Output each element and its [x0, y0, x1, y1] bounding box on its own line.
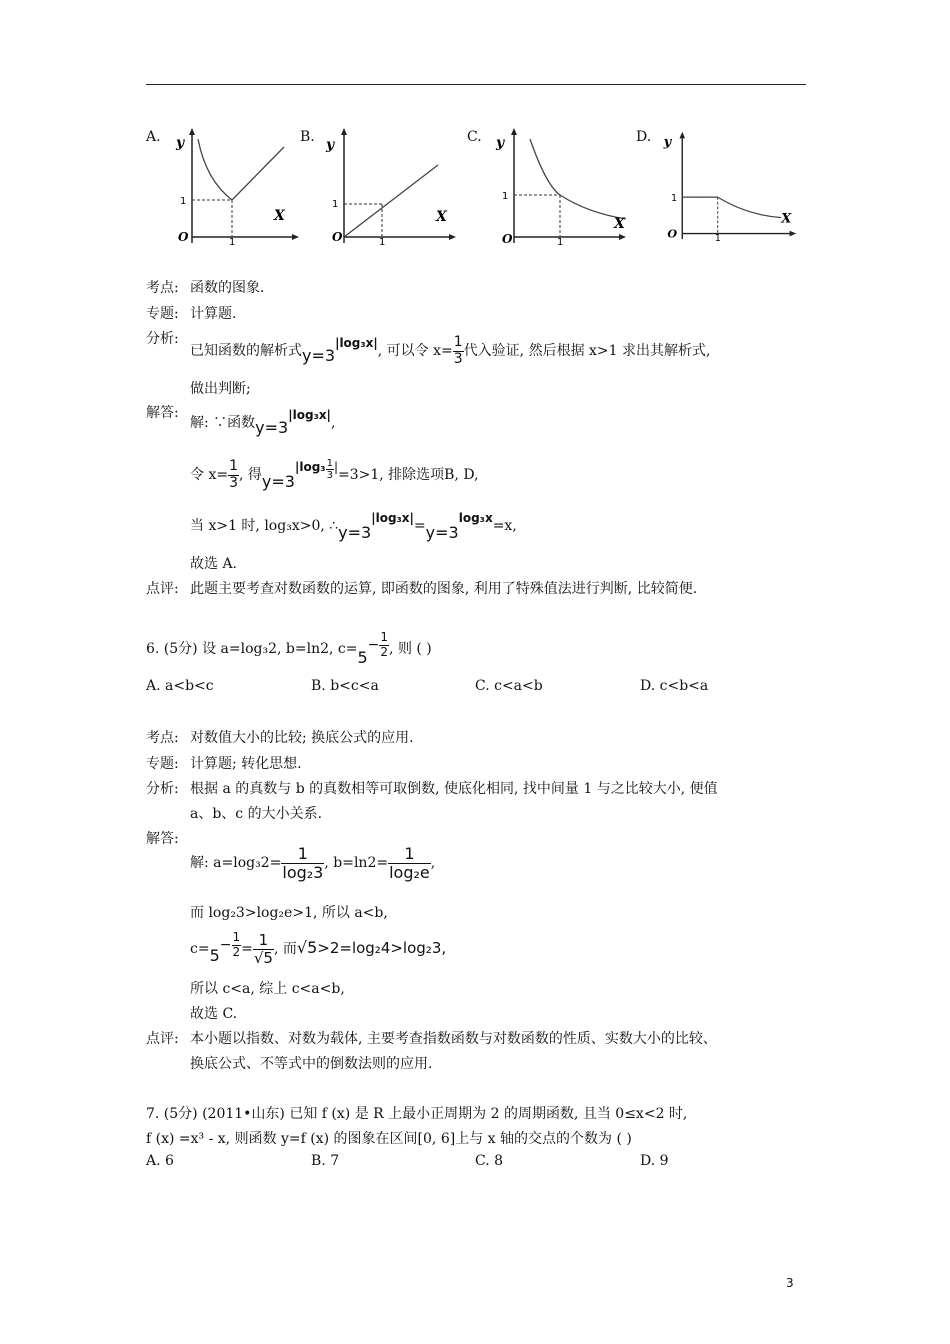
graph-d-x: X — [781, 211, 792, 227]
q6-line1b: , b=ln2= — [324, 855, 389, 871]
q6-line3-exp — [232, 931, 242, 958]
page-number: 3 — [786, 1276, 794, 1290]
q5-line4: 故选 A. — [190, 556, 238, 572]
q6-stem — [146, 628, 432, 668]
graph-a-y: y — [176, 135, 185, 151]
q5-fenxi-y: y=3 — [302, 346, 336, 365]
graph-a — [166, 125, 306, 245]
q5-line2a: 令 x= — [190, 467, 229, 483]
q6-line5: 故选 C. — [190, 1006, 238, 1022]
graph-c-label: C. — [467, 129, 482, 145]
q5-line3a: 当 x>1 时, log₃x>0, ∴ — [190, 518, 339, 534]
q6-zhuanti-label: 专题: — [146, 756, 179, 772]
q5-line2-fs-den: 3 — [326, 469, 333, 481]
q6-stem-exp-den: 2 — [380, 644, 389, 659]
q6-frac1-den: log₂3 — [282, 862, 324, 882]
q6-dianping-label: 点评: — [146, 1031, 179, 1047]
q6-frac2-num: 1 — [388, 845, 431, 864]
q5-fenxi-frac-num: 1 — [453, 334, 463, 351]
q6-stem-exp — [379, 631, 389, 658]
q6-line3-frac-den: √5 — [253, 948, 273, 967]
graph-b-one-x: 1 — [379, 237, 386, 245]
q6-line3-minus: − — [219, 937, 232, 953]
q5-kaodian: 函数的图象. — [190, 280, 265, 296]
q6-option-d[interactable]: D. c<b<a — [640, 678, 709, 694]
graph-a-x: X — [274, 208, 285, 224]
q5-line2-frac-den: 3 — [229, 474, 238, 491]
graph-d-one-x: 1 — [714, 233, 721, 244]
q6-fenxi-2: a、b、c 的大小关系. — [190, 806, 323, 822]
graph-c-x: X — [614, 216, 625, 232]
q5-line3-eq: = — [413, 518, 426, 534]
q6-stem-b: , 则 ( ) — [389, 641, 432, 657]
q6-line3d: >2=log₂4>log₂3, — [317, 939, 447, 957]
q7-option-c[interactable]: C. 8 — [475, 1153, 504, 1169]
q5-line1: 解: ∵函数y=3|log₃x|, — [190, 408, 336, 437]
q6-kaodian: 对数值大小的比较; 换底公式的应用. — [190, 730, 414, 746]
graph-b-y: y — [326, 137, 335, 153]
q6-fenxi-label: 分析: — [146, 781, 179, 797]
q5-fenxi-label: 分析: — [146, 331, 179, 347]
q5-line2-frac-small — [326, 458, 334, 481]
q5-jieda-label: 解答: — [146, 405, 179, 421]
graph-d-y: y — [663, 134, 672, 150]
q6-line2: 而 log₂3>log₂e>1, 所以 a<b, — [190, 905, 388, 921]
q5-line3 — [190, 505, 517, 545]
q5-kaodian-label: 考点: — [146, 280, 179, 296]
q6-frac2-den: log₂e — [389, 862, 430, 882]
q6-line3-sqrt5: √5 — [296, 938, 318, 957]
q5-line1-abs: |log₃x| — [288, 408, 331, 422]
graph-b-label: B. — [300, 129, 315, 145]
q6-line3-exp-den: 2 — [232, 944, 241, 959]
q6-stem-base: 5 — [357, 648, 368, 667]
graph-a-one-x: 1 — [229, 237, 236, 245]
q5-line2-abs: |log₃ — [294, 460, 326, 474]
q5-line2-y: y=3 — [261, 472, 295, 491]
q6-dianping-2: 换底公式、不等式中的倒数法则的应用. — [190, 1056, 433, 1072]
q5-dianping: 此题主要考查对数函数的运算, 即函数的图象, 利用了特殊值法进行判断, 比较简便. — [190, 581, 698, 597]
q7-option-d[interactable]: D. 9 — [640, 1153, 669, 1169]
q5-line1a: 解: ∵函数 — [190, 415, 256, 431]
q6-line1c: , — [430, 855, 436, 871]
q5-line1-y: y=3 — [255, 418, 289, 437]
q7-option-a[interactable]: A. 6 — [146, 1153, 174, 1169]
q5-zhuanti: 计算题. — [190, 306, 237, 322]
q5-line3-y2: y=3 — [425, 523, 459, 542]
graph-a-origin: O — [178, 230, 189, 244]
graph-a-one-y: 1 — [180, 196, 187, 207]
graph-c-y: y — [496, 135, 505, 151]
graph-c — [488, 125, 628, 245]
q5-fenxi-abs: |log₃x| — [335, 336, 378, 350]
q6-fenxi-1: 根据 a 的真数与 b 的真数相等可取倒数, 使底化相同, 找中间量 1 与之比较大小, 便值 — [190, 781, 718, 797]
q5-zhuanti-label: 专题: — [146, 306, 179, 322]
graph-d — [658, 125, 798, 245]
q5-line2-fs-num: 1 — [326, 457, 333, 469]
q6-frac2 — [388, 845, 431, 881]
q5-fenxi-line1 — [190, 330, 710, 370]
q6-line4: 所以 c<a, 综上 c<a<b, — [190, 981, 345, 997]
q5-fenxi-1a: 已知函数的解析式 — [190, 343, 302, 359]
graph-b-one-y: 1 — [332, 199, 339, 210]
q6-option-a[interactable]: A. a<b<c — [146, 678, 214, 694]
q5-fenxi-frac — [453, 335, 464, 367]
q5-dianping-label: 点评: — [146, 581, 179, 597]
graph-b-origin: O — [332, 230, 343, 244]
q6-stem-exp-num: 1 — [380, 630, 389, 645]
q6-line3c: , 而 — [273, 941, 297, 957]
q5-line2b: , 得 — [239, 467, 262, 483]
q5-line2: 令 x= $\frac{1}{3}$ , 得y=3|log₃ $\frac{1}{3}$ |=3>1, 排除选项B, D, — [190, 457, 479, 491]
q6-line3a: c= — [190, 941, 210, 957]
q6-option-c[interactable]: C. c<a<b — [475, 678, 543, 694]
q5-fenxi-1b: , 可以令 x= — [377, 343, 453, 359]
graph-c-origin: O — [502, 232, 513, 245]
q6-option-b[interactable]: B. b<c<a — [311, 678, 379, 694]
q6-stem-a: 6. (5分) 设 a=log₃2, b=ln2, c= — [146, 641, 358, 657]
q7-option-b[interactable]: B. 7 — [311, 1153, 340, 1169]
q6-line3-frac-num: 1 — [253, 932, 274, 950]
q5-line3-abs: |log₃x| — [371, 511, 414, 525]
q5-fenxi-frac-den: 3 — [453, 350, 463, 367]
q5-line3-y1: y=3 — [338, 523, 372, 542]
header-rule — [146, 84, 806, 85]
q5-line3-log: log₃x — [458, 511, 493, 525]
graph-d-one-y: 1 — [671, 192, 678, 204]
q7-stem-1: 7. (5分) (2011•山东) 已知 f (x) 是 R 上最小正周期为 2 的周期函数, 且当 0≤x<2 时, — [146, 1106, 688, 1122]
q5-line2c: =3>1, 排除选项B, D, — [337, 467, 479, 483]
q6-kaodian-label: 考点: — [146, 730, 179, 746]
q6-dianping-1: 本小题以指数、对数为载体, 主要考查指数函数与对数函数的性质、实数大小的比较、 — [190, 1031, 717, 1047]
q6-line1a: 解: a=log₃2= — [190, 855, 282, 871]
graph-a-label: A. — [146, 129, 161, 145]
q5-line2-frac — [228, 459, 239, 491]
q6-line3-exp-num: 1 — [232, 930, 241, 945]
graph-d-label: D. — [636, 129, 652, 145]
q5-line3-tail: =x, — [492, 518, 517, 534]
q6-line3b: = — [241, 941, 253, 957]
graph-c-one-x: 1 — [557, 237, 564, 245]
q6-line3 — [190, 926, 446, 970]
q6-zhuanti: 计算题; 转化思想. — [190, 756, 302, 772]
q6-line1 — [190, 840, 435, 886]
q5-fenxi-1c: 代入验证, 然后根据 x>1 求出其解析式, — [463, 343, 711, 359]
q6-stem-minus: − — [367, 637, 380, 653]
graph-d-origin: O — [667, 226, 678, 241]
q5-line2-frac-num: 1 — [229, 458, 238, 475]
q7-stem-2: f (x) =x³ - x, 则函数 y=f (x) 的图象在区间[0, 6]上与 x 轴的交点的个数为 ( ) — [146, 1131, 632, 1147]
graph-b — [318, 125, 458, 245]
q6-line3-base: 5 — [209, 946, 220, 965]
q6-frac1-num: 1 — [281, 845, 324, 864]
graph-b-x: X — [436, 209, 447, 225]
q5-fenxi-2: 做出判断; — [190, 381, 251, 397]
q6-jieda-label: 解答: — [146, 831, 179, 847]
q6-line3-frac — [253, 932, 274, 966]
q6-frac1 — [281, 845, 324, 881]
graph-c-one-y: 1 — [502, 191, 509, 202]
